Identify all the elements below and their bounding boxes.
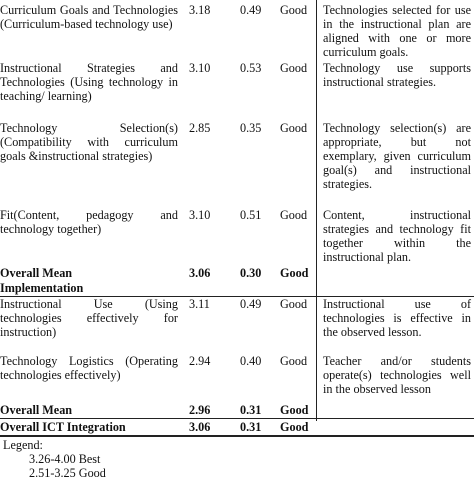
criterion-text: Instructional Use (Using technologies effectively for instruction) bbox=[0, 297, 178, 339]
section-heading: Implementation bbox=[0, 281, 84, 295]
description-text: Technology use supports instructional strategies. bbox=[323, 61, 471, 89]
rating-cell: Good bbox=[280, 208, 308, 222]
description-cell bbox=[323, 61, 471, 89]
overall-mean-value: 2.96 bbox=[189, 403, 211, 417]
criterion-cell bbox=[0, 297, 178, 339]
sd-cell: 0.49 bbox=[240, 297, 262, 311]
description-text: Technology selection(s) are appropriate, but not exemplary, given curriculum goal(s) and instructional strategies. bbox=[323, 121, 471, 191]
rating-cell: Good bbox=[280, 121, 308, 135]
description-cell bbox=[323, 297, 471, 339]
overall-mean-value: 3.06 bbox=[189, 266, 211, 280]
sd-cell: 0.53 bbox=[240, 61, 262, 75]
mean-cell: 2.94 bbox=[189, 354, 211, 368]
criterion-cell bbox=[0, 121, 178, 163]
rating-cell: Good bbox=[280, 354, 308, 368]
sd-cell: 0.40 bbox=[240, 354, 262, 368]
criterion-text: Technology Selection(s) (Compatibility with curriculum goals &instructional strategies) bbox=[0, 121, 178, 163]
overall-mean-rating: Good bbox=[280, 266, 309, 280]
mean-cell: 3.11 bbox=[189, 297, 210, 311]
mean-cell: 3.18 bbox=[189, 3, 211, 17]
overall-mean-sd: 0.30 bbox=[240, 266, 262, 280]
criterion-text: Fit(Content, pedagogy and technology together) bbox=[0, 208, 178, 236]
mean-cell: 3.10 bbox=[189, 208, 211, 222]
overall-divider bbox=[0, 418, 474, 419]
criterion-cell bbox=[0, 3, 178, 31]
criterion-cell bbox=[0, 208, 178, 236]
rating-cell: Good bbox=[280, 61, 308, 75]
criterion-cell bbox=[0, 354, 178, 382]
criterion-cell bbox=[0, 61, 178, 103]
rating-cell: Good bbox=[280, 297, 308, 311]
description-cell bbox=[323, 354, 471, 396]
overall-ict-rating: Good bbox=[280, 420, 309, 434]
description-text: Instructional use of technologies is effective in the observed lesson. bbox=[323, 297, 471, 339]
sd-cell: 0.51 bbox=[240, 208, 262, 222]
overall-mean-sd: 0.31 bbox=[240, 403, 262, 417]
criterion-text: Curriculum Goals and Technologies (Curriculum-based technology use) bbox=[0, 3, 178, 31]
rating-cell: Good bbox=[280, 3, 308, 17]
description-cell bbox=[323, 121, 471, 191]
sd-cell: 0.35 bbox=[240, 121, 262, 135]
table-bottom-rule bbox=[0, 435, 474, 437]
legend-item: 2.51-3.25 Good bbox=[29, 466, 106, 480]
overall-mean-rating: Good bbox=[280, 403, 309, 417]
overall-mean-label: Overall Mean bbox=[0, 266, 73, 280]
legend-item: 3.26-4.00 Best bbox=[29, 452, 101, 466]
description-cell bbox=[323, 3, 471, 59]
criterion-text: Technology Logistics (Operating technologies effectively) bbox=[0, 354, 178, 382]
overall-mean-label: Overall Mean bbox=[0, 403, 73, 417]
overall-ict-value: 3.06 bbox=[189, 420, 211, 434]
sd-cell: 0.49 bbox=[240, 3, 262, 17]
description-text: Technologies selected for use in the instructional plan are aligned with one or more curriculum goals. bbox=[323, 3, 471, 59]
criterion-text: Instructional Strategies and Technologies (Using technology in teaching/ learning) bbox=[0, 61, 178, 103]
description-text: Content, instructional strategies and technology fit together within the instructional plan. bbox=[323, 208, 471, 264]
overall-ict-label: Overall ICT Integration bbox=[0, 420, 126, 434]
mean-cell: 3.10 bbox=[189, 61, 211, 75]
mean-cell: 2.85 bbox=[189, 121, 211, 135]
legend-title: Legend: bbox=[3, 438, 43, 452]
overall-ict-sd: 0.31 bbox=[240, 420, 262, 434]
description-cell bbox=[323, 208, 471, 264]
description-text: Teacher and/or students operate(s) technologies well in the observed lesson bbox=[323, 354, 471, 396]
